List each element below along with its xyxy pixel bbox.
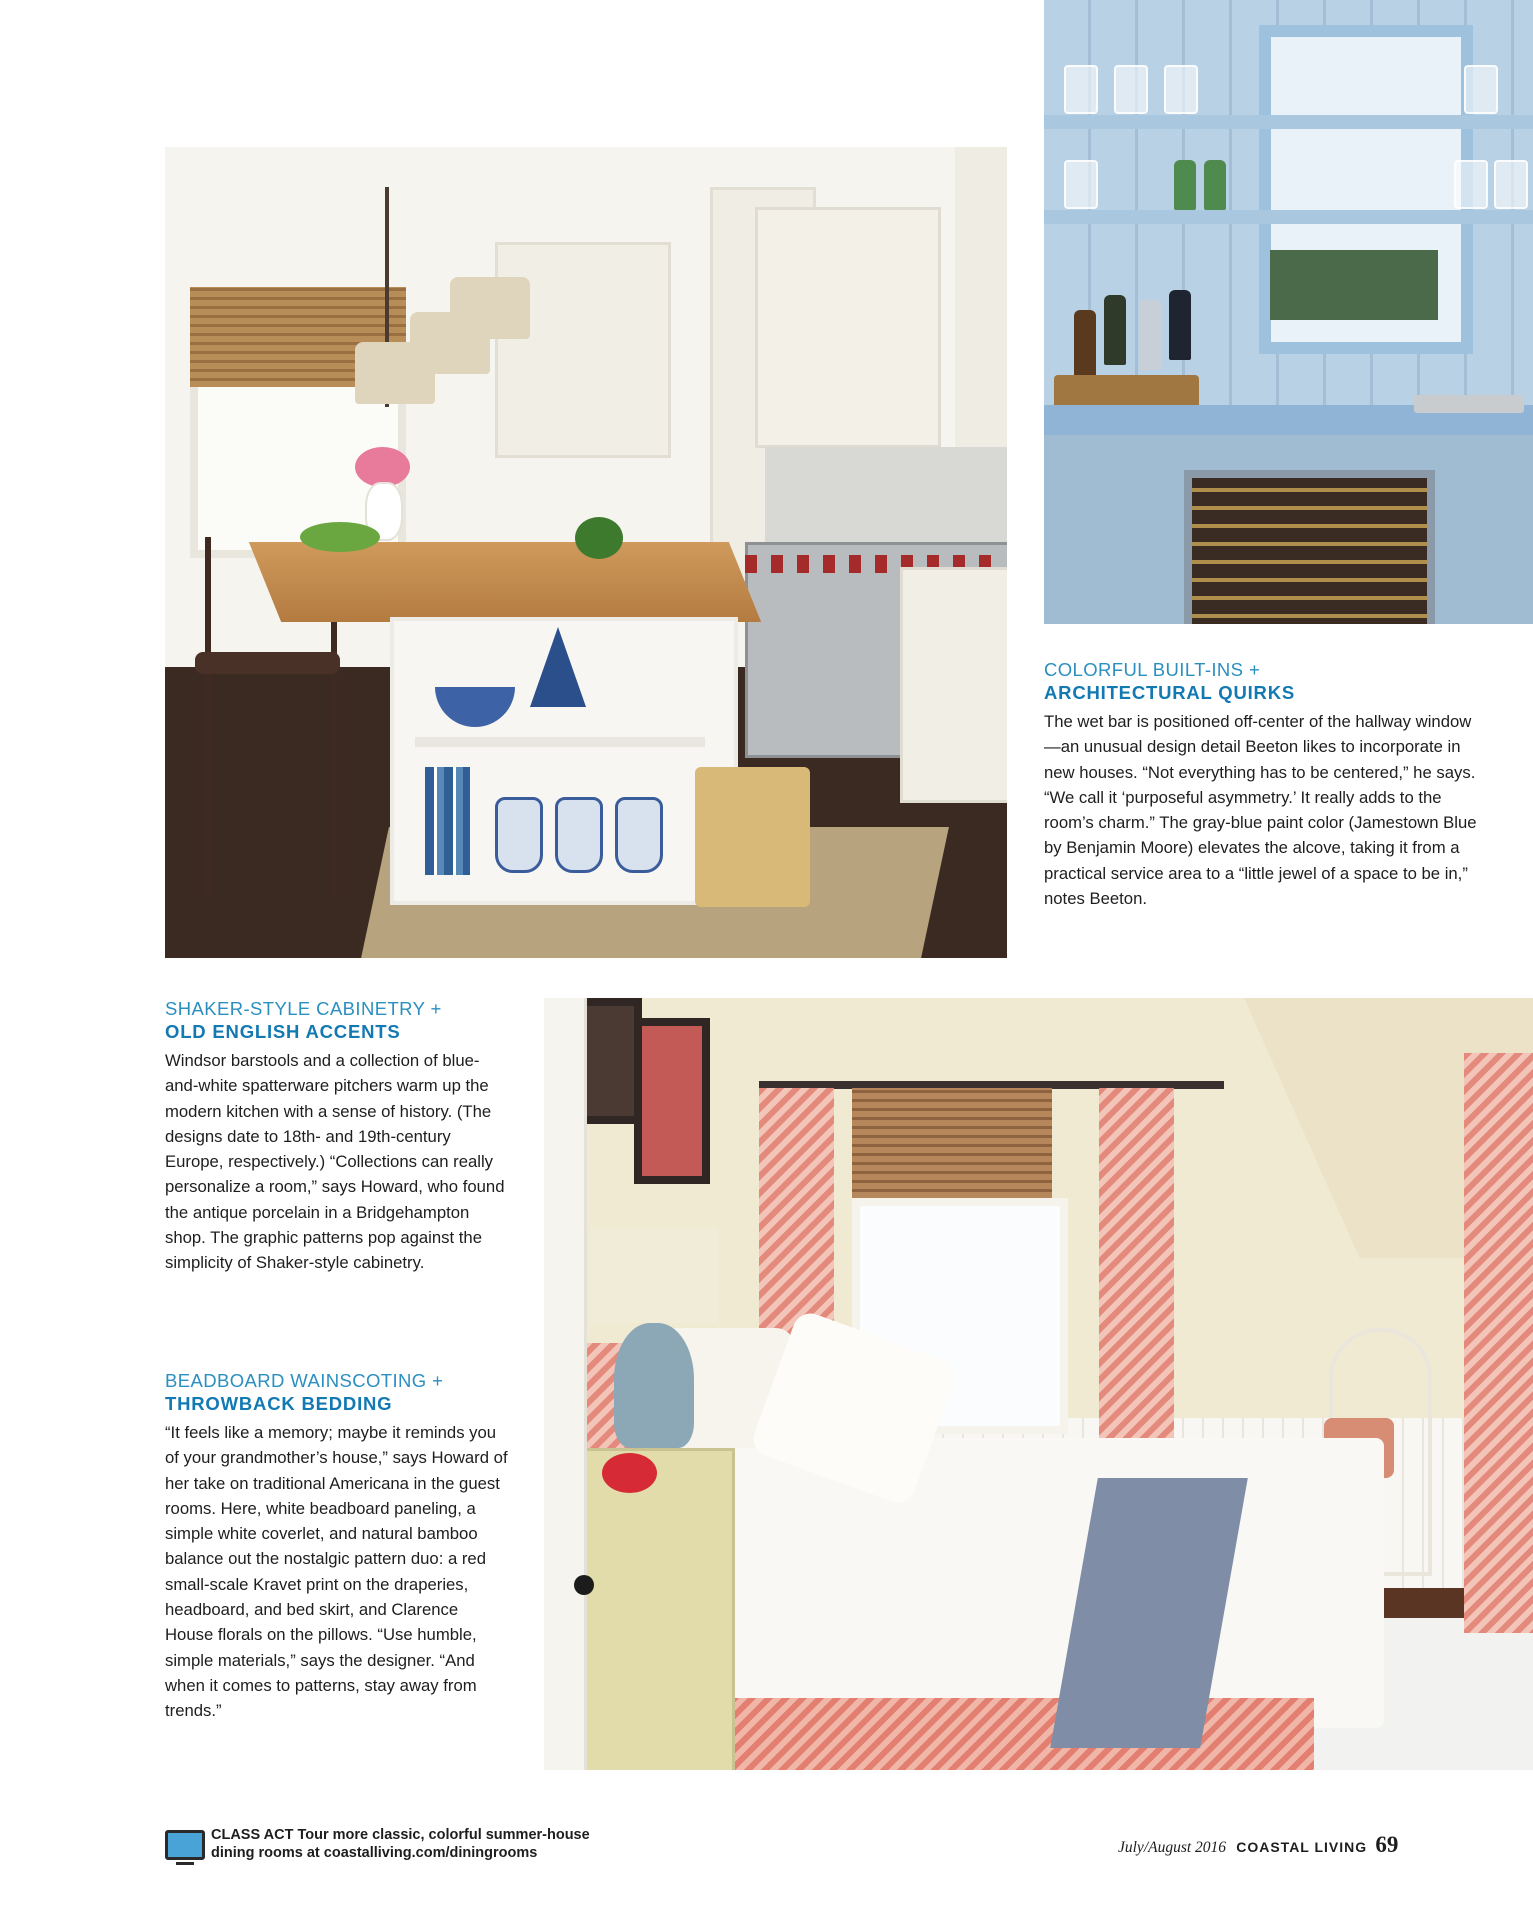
magazine-name: COASTAL LIVING — [1236, 1839, 1368, 1855]
section-heading-line1: SHAKER-STYLE CABINETRY + — [165, 998, 442, 1019]
section-heading-line1: COLORFUL BUILT-INS + — [1044, 659, 1261, 680]
monitor-icon — [165, 1830, 205, 1860]
footer-lead: CLASS ACT — [211, 1827, 294, 1843]
section-body: “It feels like a memory; maybe it reminds you of your grandmother’s house,” says Howard of her take on traditional Americana in the guest rooms. Here, white beadboard paneling, a simple white coverlet, and natural bamboo balance out the nostalgic pattern duo: a red small-scale Kravet print on the draperies, headboard, and bed skirt, and Clarence House florals on the pillows. “Use humble, simple materials,” says the designer. “And when it comes to patterns, stay away from trends.” — [165, 1423, 508, 1721]
footer-line1: Tour more classic, colorful summer-house — [293, 1827, 590, 1843]
section-heading-line2: OLD ENGLISH ACCENTS — [165, 1021, 401, 1042]
section-body: Windsor barstools and a collection of blue-and-white spatterware pitchers warm up the modern kitchen with a sense of history. (The designs date to 18th- and 19th-century Europe, respectively.) “Collections can really personalize a room,” says Howard, who found the antique porcelain in a Bridgehampton shop. The graphic patterns pop against the simplicity of Shaker-style cabinetry. — [165, 1051, 505, 1273]
page-number: 69 — [1375, 1832, 1399, 1857]
section-heading-line2: THROWBACK BEDDING — [165, 1393, 393, 1414]
footer-promo — [211, 1826, 590, 1862]
wet-bar-photo — [1044, 0, 1533, 624]
section-heading-line1: BEADBOARD WAINSCOTING + — [165, 1370, 444, 1391]
kitchen-photo — [165, 147, 1007, 958]
section-shaker-style-cabinetry — [165, 997, 510, 1276]
section-colorful-built-ins — [1044, 658, 1484, 911]
section-beadboard-wainscoting — [165, 1369, 510, 1724]
section-body: The wet bar is positioned off-center of the hallway window—an unusual design detail Beeton likes to incorporate in new houses. “Not everything has to be centered,” he says. “We call it ‘purposeful asymmetry.’ It really adds to the room’s charm.” The gray-blue paint color (Jamestown Blue by Benjamin Moore) elevates the alcove, taking it from a practical service area to a “little jewel of a space to be in,” notes Beeton. — [1044, 712, 1477, 909]
page-folio — [1118, 1832, 1398, 1858]
bedroom-photo — [544, 998, 1533, 1770]
section-heading-line2: ARCHITECTURAL QUIRKS — [1044, 682, 1296, 703]
issue-date: July/August 2016 — [1118, 1839, 1227, 1856]
footer-line2[interactable]: dining rooms at coastalliving.com/diningrooms — [211, 1845, 538, 1861]
